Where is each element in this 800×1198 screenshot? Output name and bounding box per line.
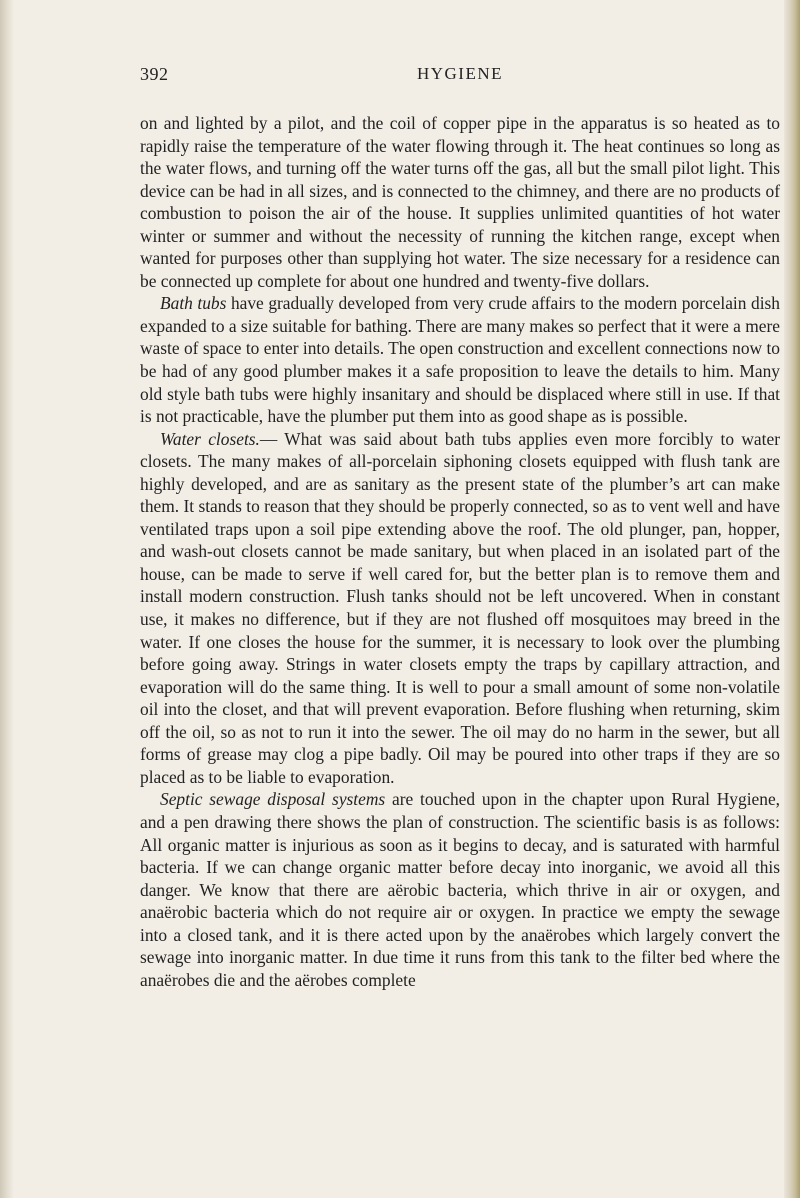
paragraph-water-heater: [140, 112, 780, 292]
page-header: [140, 64, 780, 88]
body-text: [140, 112, 780, 991]
paragraph-bath-tubs: [140, 292, 780, 427]
paragraph-text: — What was said about bath tubs applies even more forcibly to water closets. The many makes of all-porcelain siphoning closets equipped with flush tank are highly developed, and are as sanitary as the present state of the plumber’s art can make them. It stands to reason that they should be properly connected, so as to vent well and have ventilated traps upon a soil pipe extending above the roof. The old plunger, pan, hopper, and wash-out closets cannot be made sanitary, but when placed in an isolated part of the house, can be made to serve if well cared for, but the better plan is to remove them and install modern construction. Flush tanks should not be left uncovered. When in constant use, it makes no difference, but if they are not flushed off mosquitoes may breed in the water. If one closes the house for the summer, it is necessary to look over the plumbing before going away. Strings in water closets empty the traps by capillary attraction, and evaporation will do the same thing. It is well to pour a small amount of some non-volatile oil into the closet, and that will prevent evaporation. Before flushing when returning, skim off the oil, so as not to run it into the sewer. The oil may do no harm in the sewer, but all forms of grease may clog a pipe badly. Oil may be poured into other traps if they are so placed as to be liable to evaporation.: [140, 428, 780, 787]
running-head: HYGIENE: [416, 64, 504, 83]
run-in-heading-septic-systems: Septic sewage disposal systems: [160, 789, 386, 810]
paragraph-text: on and lighted by a pilot, and the coil of copper pipe in the apparatus is so heated as to rapidly raise the temperature of the water flowing through it. The heat continues so long as the water flows, and turning off the water turns off the gas, all but the small pilot light. This device can be had in all sizes, and is connected to the chimney, and there are no products of combustion to poison the air of the house. It supplies unlimited quantities of hot water winter or summer and without the necessity of running the kitchen range, except when wanted for purposes other than supplying hot water. The size necessary for a residence can be connected up complete for about one hundred and twenty-five dollars.: [140, 113, 780, 291]
paragraph-septic-systems: [140, 788, 780, 991]
run-in-heading-bath-tubs: Bath tubs: [160, 293, 227, 314]
page-number: 392: [140, 64, 169, 84]
paragraph-text: have gradually developed from very crude affairs to the modern porcelain dish expanded to a size suitable for bathing. There are many makes so perfect that it were a mere waste of space to enter into details. The open construction and excellent connections now to be had of any good plumber makes it a safe proposition to leave the details to him. Many old style bath tubs were highly insanitary and should be displaced where still in use. If that is not practicable, have the plumber put them into as good shape as is possible.: [140, 293, 780, 427]
page-binding-shadow: [0, 0, 14, 1198]
run-in-heading-water-closets: Water closets.: [160, 428, 260, 449]
paragraph-text: are touched upon in the chapter upon Rural Hygiene, and a pen drawing there shows the plan of construction. The scientific basis is as follows: All organic matter is injurious as soon as it begins to decay, and is saturated with harmful bacteria. If we can change organic matter before decay into inorganic, we avoid all this danger. We know that there are aërobic bacteria, which thrive in air or oxygen, and anaërobic bacteria which do not require air or oxygen. In practice we empty the sewage into a closed tank, and it is there acted upon by the anaërobes which largely convert the sewage into inorganic matter. In due time it runs from this tank to the filter bed where the anaërobes die and the aërobes complete: [140, 789, 781, 990]
page-edge: [784, 0, 800, 1198]
paragraph-water-closets: [140, 428, 780, 789]
